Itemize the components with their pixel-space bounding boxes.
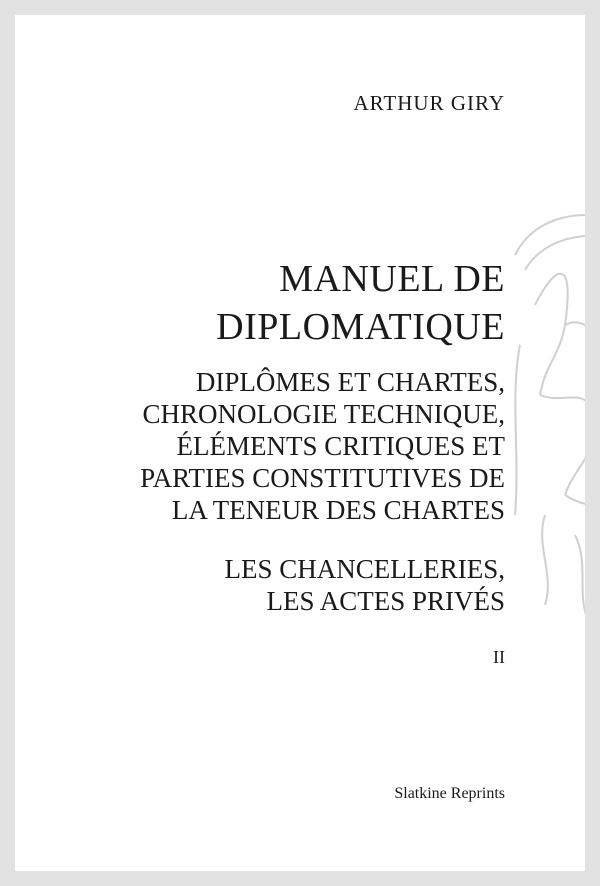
book-title-page (15, 15, 585, 871)
author-name: ARTHUR GIRY (353, 91, 505, 115)
book-title (216, 255, 505, 351)
volume-number: II (493, 647, 505, 667)
subtitle-line: LA TENEUR DES CHARTES (171, 495, 505, 525)
eagle-emblem-icon (505, 195, 585, 635)
subtitle-line: LES ACTES PRIVÉS (266, 586, 505, 616)
subtitle-line: ÉLÉMENTS CRITIQUES ET (176, 431, 505, 461)
subtitle-block (140, 366, 505, 526)
subtitle-line: PARTIES CONSTITUTIVES DE (140, 463, 505, 493)
subtitle-block-2 (225, 553, 506, 617)
subtitle-line: LES CHANCELLERIES, (224, 554, 505, 584)
title-line: MANUEL DE (279, 258, 505, 300)
title-line: DIPLOMATIQUE (216, 306, 505, 348)
publisher-name: Slatkine Reprints (394, 785, 505, 802)
subtitle-line: DIPLÔMES ET CHARTES, (195, 367, 505, 397)
subtitle-line: CHRONOLOGIE TECHNIQUE, (142, 399, 505, 429)
